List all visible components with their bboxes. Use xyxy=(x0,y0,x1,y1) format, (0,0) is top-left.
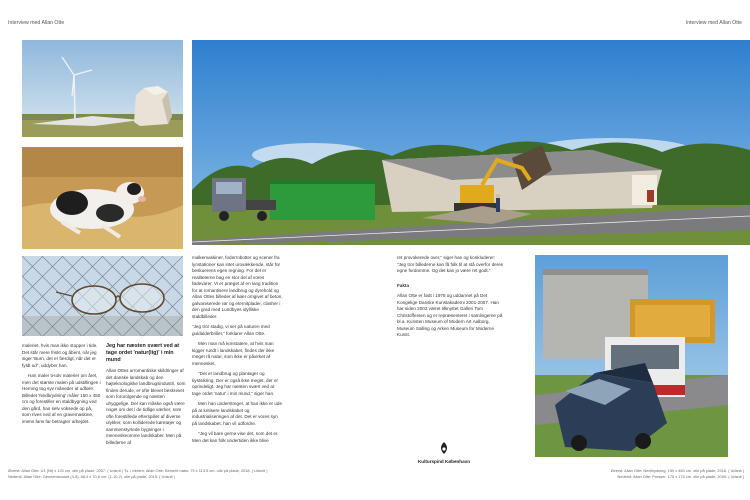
caption-right xyxy=(532,468,744,479)
column3-paragraph-3: Men man må konstatere, at hvis man kigger rundt i landskabet, findes der ikke meget rå natur, som ikke er påvirket af mennesket. xyxy=(192,341,275,366)
facts-heading: Fakta xyxy=(397,282,410,288)
article-column-4 xyxy=(397,255,505,343)
column3-paragraph-1: malkemaskiner, foderrobotter og scener fra lynstationer kan intet urovækkende, står for beskuerens egen regning. For det er realiteterne bag en stor del af vores fødevarer. Vi er præget af en lang tradition for at romantisere landbrug og dyrehold og Allan Ottes billeder af køer omgivet af beton, galvaniserede rør og eternitplader, clasher i den grad med Lundbyes idylliske staldbilleder. xyxy=(192,255,283,319)
column3-paragraph-5: Men han understreger, at han ikke er ude på at kritisere landskabet og industrialiseringen af det. Det er vores syn på landskabet, han vil udfordre. xyxy=(192,401,283,426)
facts-text: Allan Otte er født i 1978 og uddannet på Det Kongelige Danske Kunstakademi 2001-2007. Han har siden 2002 været tilknyttet Galleri Tom Christoffersen og er repræsenteret i samlingerne på bl.a. Kunsten Museum of Modern Art Aalborg, Museum Salling og Arken Museum for Moderne Kunst. xyxy=(397,293,503,338)
article-column-2 xyxy=(106,343,188,450)
caption-left-line-2: Nederst: Allan Otte: Gennemsnuset (4-5). 88,4 x 70,8 cm. (1-10.2). olie på plade, 2015. ( Udsnit ) xyxy=(8,473,175,479)
running-header-left: Interview med Allan Otte xyxy=(8,20,65,26)
column3-paragraph-6: "Jeg vil bare gerne vise det, som det er. Men det kan folk undertiden ikke blive xyxy=(192,431,279,443)
caption-left xyxy=(8,468,378,479)
painting-demolition xyxy=(192,40,750,245)
running-header-right: Interview med Allan Otte xyxy=(685,20,742,26)
column2-paragraph-1: Allan Ottes urromantiske skildringer af det danske landskab og den højteknologiske landbrugsindustri, som findes derude, er ofte blevet beskrevet som forurolgende og næsten uhyggelige. Der kan måske også være noget om det i de tidlige værker, som ofte forestillede efterspillet af diverse ulykker, som kolliderede køretøjer og sammenstyrtede bygninger i menneskeomme landskaber. Men på billederne af xyxy=(106,368,186,445)
section-subhead: Jeg har næsten svært ved at tage ordet 'natur(lig)' i min mund xyxy=(106,343,180,364)
article-column-3 xyxy=(192,255,284,448)
caption-right-line-2: Nederst: Allan Otte: Presser. 175 x 175 cm. olie på plade, 2009. ( Udsnit ) xyxy=(617,473,744,479)
painting-calf xyxy=(22,147,183,249)
painting-crushed-car xyxy=(535,255,728,457)
painting-wind-turbine xyxy=(22,40,183,137)
kulturspind-logo xyxy=(409,441,479,464)
caption-left-line-1: Øverst: Allan Otte: U1 (Nt) x 120 cm. olie på plade, 2007. ( Udsnit ) Tv. i midten: Allan Otte: Berserk natur. 75 x 113,5 cm. olie på plade, 2018. ( Udsnit ) xyxy=(8,468,268,473)
column1-paragraph-1: maleriet, hvis man ikke stopper i tide. Det står mere friskt og åbent, når jeg siger 'Burn, det er færdigt, når det er fyldt ud", uddyber han. xyxy=(22,343,98,368)
kulturspind-logo-icon xyxy=(439,442,449,454)
kulturspind-logo-text: Kulturspind København xyxy=(417,459,471,464)
column1-paragraph-2: Han maler ti-tolv malerier om året, men det største maleri på udstillingen i Herning tog syv måneder at udføre. Billedet 'Nedbrydning' måler 150 x 450 cm og forestiller en staldbygning ved den gård, han selv voksede op på, som rives ned af en gravemaskine, imens fans far betragter arbejdet. xyxy=(22,373,101,424)
column3-paragraph-4: "Det er landbrug og plantager og kystsikring. Der er også ikke meget, der er oprindeligt. Jeg har næsten svært ved at tage ordet 'natur' i min mund," siger han. xyxy=(192,371,279,396)
caption-right-line-1: Øverst: Allan Otte: Nedbrydning. 150 x 450 cm. olie på plade, 2016. ( Udsnit ) xyxy=(610,468,744,473)
painting-glasses-fence xyxy=(22,256,183,336)
column4-paragraph-1: ret provokerede over," siger han og konkluderer: "Jeg tror billederne kan få folk til at stå overfor deres egne fordomme. Og det kan jo være ret godt." xyxy=(397,255,504,274)
article-column-1 xyxy=(22,343,102,429)
column3-paragraph-2: "Jeg tror stadig, vi ser på naturen med guldalderbriller," forklarer Allan Otte. xyxy=(192,324,270,336)
